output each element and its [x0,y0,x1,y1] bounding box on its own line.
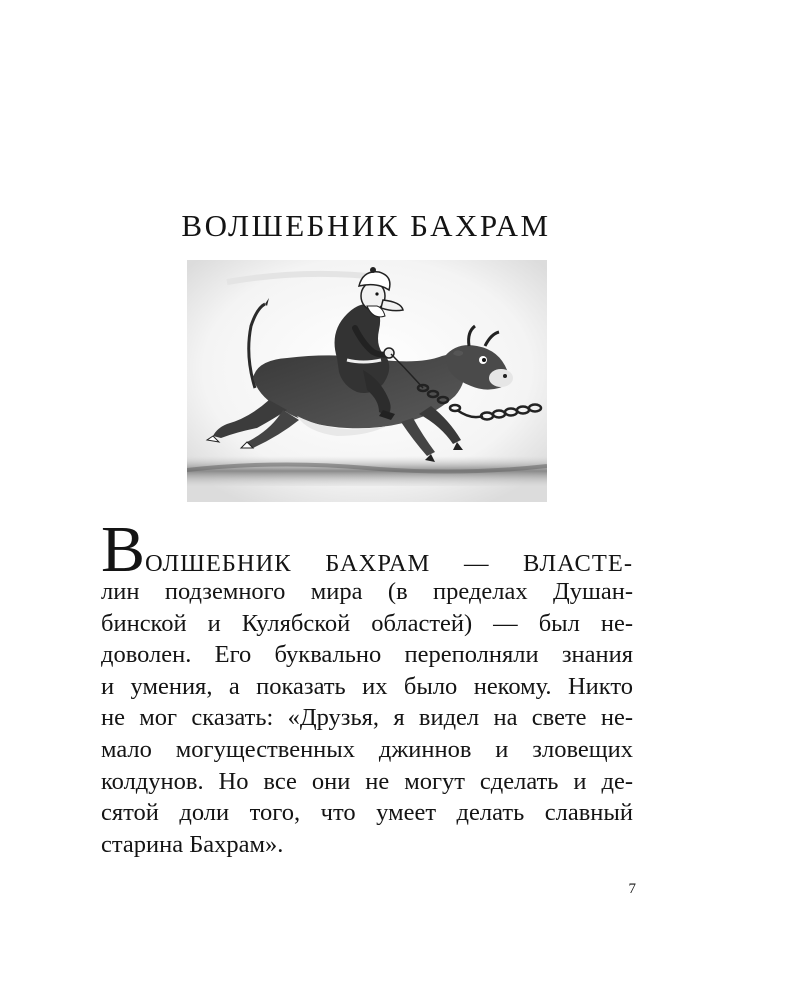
text-line: лин подземного мира (в пределах Душан- [101,578,633,605]
text-line-last: старина Бахрам». [101,830,284,858]
text-line: бинской и Кулябской областей) — был не- [101,609,633,637]
first-line-rest: ОЛШЕБНИК БАХРАМ — ВЛАСТЕ- [145,550,633,577]
text-line: не мог сказать: «Друзья, я видел на свете не- [101,704,633,732]
drop-cap: В [101,513,146,586]
text-line: колдунов. Но все они не могут сделать и де- [101,767,633,795]
page-title: ВОЛШЕБНИК БАХРАМ [181,208,551,243]
text-line: сятой доли того, что умеет делать славный [101,799,633,827]
text-line: мало могущественных джиннов и зловещих [101,735,633,763]
text-line: и умения, а показать их было некому. Никто [101,672,633,700]
text-line-first [101,513,633,586]
page-number: 7 [628,881,636,897]
body-text [101,513,633,860]
illustration-man-riding-bull-icon [187,260,547,502]
text-line: доволен. Его буквально переполняли знания [101,641,633,669]
